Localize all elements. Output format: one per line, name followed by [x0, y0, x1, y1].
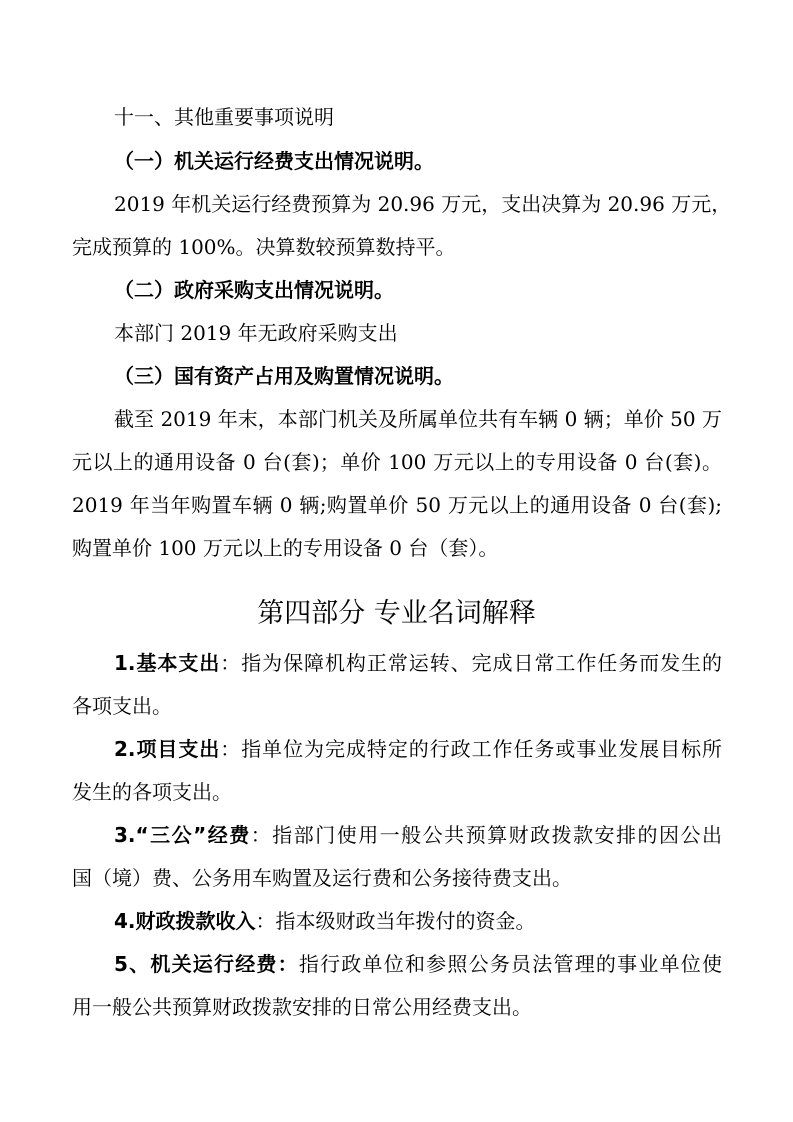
part-title: 第四部分 专业名词解释	[257, 598, 536, 629]
term-definition-line: 发生的各项支出。	[72, 780, 232, 804]
subsection-heading-1: （一）机关运行经费支出情况说明。	[114, 149, 434, 173]
term-name: 4.财政拨款收入	[114, 909, 256, 933]
term-definition: 指为保障机构正常运转、完成日常工作任务而发生的	[241, 651, 723, 675]
term-definition-line	[114, 950, 722, 978]
term-definition: 指本级财政当年拨付的资金。	[275, 909, 536, 933]
paragraph-line: 2019 年机关运行经费预算为 20.96 万元，支出决算为 20.96 万元，	[114, 192, 732, 216]
paragraph-line: 完成预算的 100%。决算数较预算数持平。	[72, 235, 456, 259]
term-separator: ：	[255, 909, 276, 933]
subsection-heading-2: （二）政府采购支出情况说明。	[114, 278, 394, 302]
term-definition-line	[114, 821, 722, 849]
term-name: 1.基本支出	[114, 651, 221, 675]
term-definition-line	[114, 735, 722, 763]
term-definition-line: 国（境）费、公务用车购置及运行费和公务接待费支出。	[72, 866, 572, 890]
term-definition-line: 用一般公共预算财政拨款安排的日常公用经费支出。	[72, 995, 532, 1019]
paragraph-line: 元以上的通用设备 0 台(套)；单价 100 万元以上的专用设备 0 台(套)。	[72, 450, 722, 474]
term-definition-line: 各项支出。	[72, 694, 172, 718]
section-title: 十一、其他重要事项说明	[114, 105, 334, 129]
paragraph-line: 2019 年当年购置车辆 0 辆;购置单价 50 万元以上的通用设备 0 台(套);	[72, 493, 722, 517]
paragraph-line: 截至 2019 年末，本部门机关及所属单位共有车辆 0 辆；单价 50 万	[114, 407, 722, 431]
term-separator: ：	[220, 737, 242, 761]
term-name: 2.项目支出	[114, 737, 221, 761]
term-definition-line	[114, 649, 722, 677]
term-name: 3.“三公”经费	[114, 823, 251, 847]
term-separator: ：	[250, 823, 273, 847]
term-definition: 指部门使用一般公共预算财政拨款安排的因公出	[272, 823, 723, 847]
term-definition: 指行政单位和参照公务员法管理的事业单位使	[298, 952, 722, 976]
term-name: 5、机关运行经费：	[114, 952, 299, 976]
paragraph-line: 本部门 2019 年无政府采购支出	[114, 321, 398, 345]
subsection-heading-3: （三）国有资产占用及购置情况说明。	[114, 364, 454, 388]
paragraph-line: 购置单价 100 万元以上的专用设备 0 台（套）。	[72, 536, 499, 560]
term-definition-line	[114, 907, 722, 935]
term-definition: 指单位为完成特定的行政工作任务或事业发展目标所	[241, 737, 723, 761]
term-separator: ：	[220, 651, 242, 675]
